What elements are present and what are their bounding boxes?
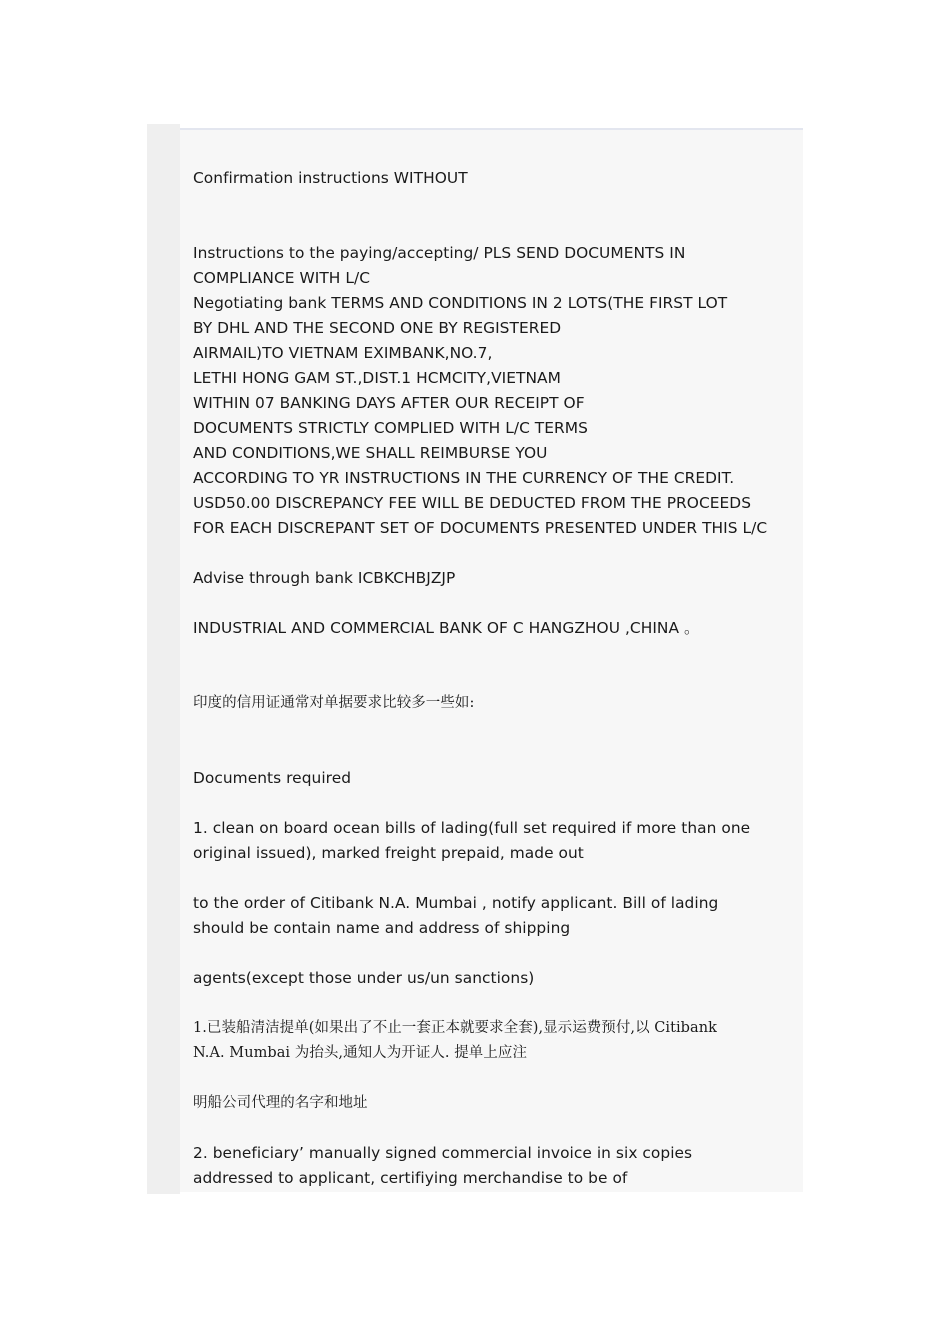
instruction-line: Instructions to the paying/accepting/ PLS SEND DOCUMENTS IN <box>193 244 686 262</box>
item1-line: original issued), marked freight prepaid, made out <box>193 844 584 862</box>
item1-line: 1. clean on board ocean bills of lading(full set required if more than one <box>193 819 751 837</box>
instruction-line: WITHIN 07 BANKING DAYS AFTER OUR RECEIPT OF <box>193 394 585 412</box>
instruction-line: BY DHL AND THE SECOND ONE BY REGISTERED <box>193 319 562 337</box>
left-gutter <box>147 124 180 1194</box>
india-note: 印度的信用证通常对单据要求比较多一些如: <box>193 695 475 711</box>
bank-line: INDUSTRIAL AND COMMERCIAL BANK OF C HANGZHOU ,CHINA 。 <box>193 619 700 637</box>
instruction-line: ACCORDING TO YR INSTRUCTIONS IN THE CURRENCY OF THE CREDIT. <box>193 469 735 487</box>
item1-chinese-line: N.A. Mumbai 为抬头,通知人为开证人. 提单上应注 <box>193 1045 527 1061</box>
instruction-line: COMPLIANCE WITH L/C <box>193 269 371 287</box>
instruction-line: FOR EACH DISCREPANT SET OF DOCUMENTS PRESENTED UNDER THIS L/C <box>193 519 768 537</box>
item1-chinese-line: 1.已装船清洁提单(如果出了不止一套正本就要求全套),显示运费预付,以 Citibank <box>193 1020 717 1036</box>
instruction-line: AND CONDITIONS,WE SHALL REIMBURSE YOU <box>193 444 548 462</box>
item1-continued-line: should be contain name and address of shipping <box>193 919 571 937</box>
instructions-block <box>193 241 793 541</box>
instruction-line: LETHI HONG GAM ST.,DIST.1 HCMCITY,VIETNAM <box>193 369 561 387</box>
instruction-line: USD50.00 DISCREPANCY FEE WILL BE DEDUCTED FROM THE PROCEEDS <box>193 494 752 512</box>
instruction-line: DOCUMENTS STRICTLY COMPLIED WITH L/C TERMS <box>193 419 588 437</box>
instruction-line: Negotiating bank TERMS AND CONDITIONS IN 2 LOTS(THE FIRST LOT <box>193 294 728 312</box>
document-content <box>193 166 793 1191</box>
item1-chinese-end-line: 明船公司代理的名字和地址 <box>193 1095 368 1111</box>
instruction-line: AIRMAIL)TO VIETNAM EXIMBANK,NO.7, <box>193 344 493 362</box>
item1-continued-line: to the order of Citibank N.A. Mumbai , notify applicant. Bill of lading <box>193 894 719 912</box>
item2-line: addressed to applicant, certifiying merchandise to be of <box>193 1169 628 1187</box>
documents-heading: Documents required <box>193 769 352 787</box>
item2-line: 2. beneficiary’ manually signed commercial invoice in six copies <box>193 1144 693 1162</box>
item1-end-line: agents(except those under us/un sanctions) <box>193 969 535 987</box>
advise-line: Advise through bank ICBKCHBJZJP <box>193 569 456 587</box>
confirmation-line: Confirmation instructions WITHOUT <box>193 169 468 187</box>
